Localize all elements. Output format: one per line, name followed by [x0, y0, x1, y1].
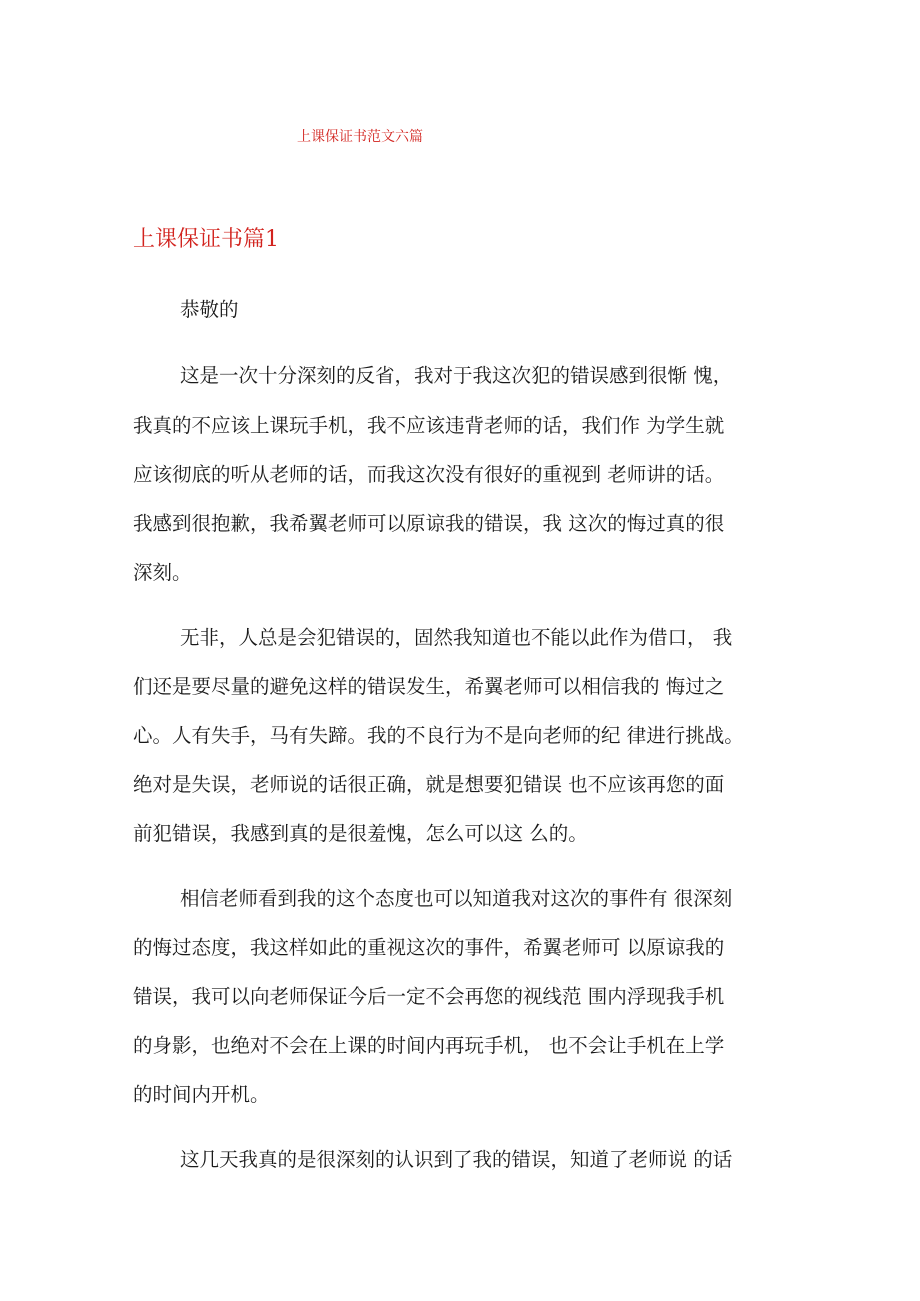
paragraph-3-line-4: 的身影，也绝对不会在上课的时间内再玩手机， 也不会让手机在上学	[133, 1034, 725, 1057]
paragraph-2-line-3: 心。人有失手，马有失蹄。我的不良行为不是向老师的纪 律进行挑战。	[133, 724, 744, 747]
paragraph-1-line-2: 我真的不应该上课玩手机，我不应该违背老师的话，我们作 为学生就	[133, 414, 725, 437]
paragraph-2-line-1: 无非，人总是会犯错误的，固然我知道也不能以此作为借口， 我	[180, 626, 733, 649]
document-title: 上课保证书范文六篇	[297, 129, 423, 145]
paragraph-2-line-4: 绝对是失误，老师说的话很正确，就是想要犯错误 也不应该再您的面	[133, 773, 725, 796]
paragraph-3-line-1: 相信老师看到我的这个态度也可以知道我对这次的事件有 很深刻	[180, 887, 733, 910]
paragraph-2-line-2: 们还是要尽量的避免这样的错误发生，希翼老师可以相信我的 悔过之	[133, 675, 725, 698]
paragraph-1-line-3: 应该彻底的听从老师的话，而我这次没有很好的重视到 老师讲的话。	[133, 463, 725, 486]
paragraph-1-line-5: 深刻。	[133, 561, 192, 584]
paragraph-2-line-5: 前犯错误，我感到真的是很羞愧，怎么可以这 么的。	[133, 822, 588, 845]
salutation: 恭敬的	[180, 298, 239, 321]
section-heading: 上课保证书篇1	[133, 227, 279, 252]
paragraph-3-line-3: 错误，我可以向老师保证今后一定不会再您的视线范 围内浮现我手机	[133, 985, 725, 1008]
paragraph-3-line-5: 的时间内开机。	[133, 1083, 270, 1106]
paragraph-1-line-4: 我感到很抱歉，我希翼老师可以原谅我的错误，我 这次的悔过真的很	[133, 512, 725, 535]
paragraph-4-line-1: 这几天我真的是很深刻的认识到了我的错误，知道了老师说 的话	[180, 1148, 733, 1171]
paragraph-3-line-2: 的悔过态度，我这样如此的重视这次的事件，希翼老师可 以原谅我的	[133, 936, 725, 959]
paragraph-1-line-1: 这是一次十分深刻的反省，我对于我这次犯的错误感到很惭 愧，	[180, 364, 733, 387]
